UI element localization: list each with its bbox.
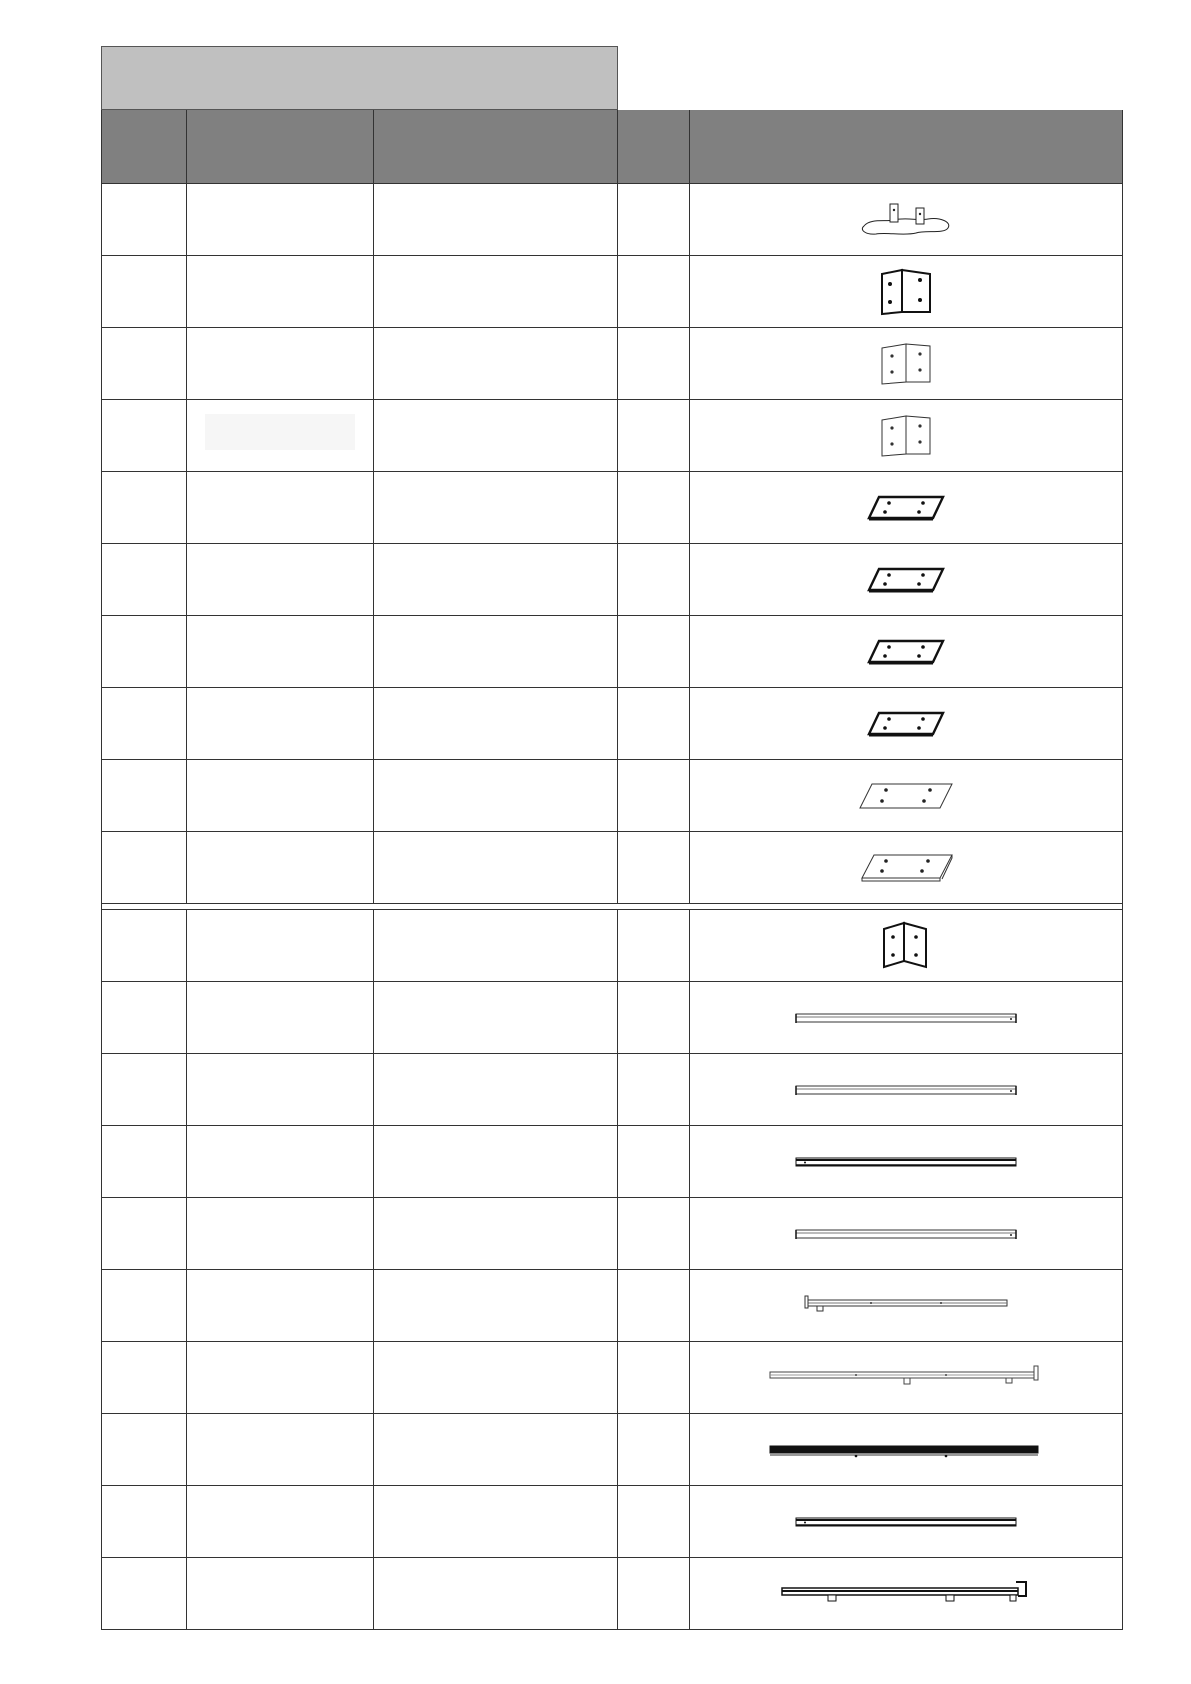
cell-picture — [690, 472, 1122, 543]
hinge-bracket-icon — [880, 921, 932, 971]
cell-qty — [618, 982, 690, 1053]
cell-code — [187, 688, 374, 759]
cell-code — [187, 544, 374, 615]
cell-no — [102, 688, 187, 759]
table-row — [102, 472, 1122, 544]
cell-picture — [690, 400, 1122, 471]
cell-code — [187, 1414, 374, 1485]
cell-no — [102, 1270, 187, 1341]
cell-code — [187, 1558, 374, 1629]
cell-code — [187, 400, 374, 471]
cell-description — [374, 1558, 618, 1629]
cell-description — [374, 832, 618, 903]
cell-description — [374, 256, 618, 327]
cell-description — [374, 688, 618, 759]
table-row — [102, 400, 1122, 472]
rail-dark-icon — [793, 1515, 1019, 1529]
cell-description — [374, 184, 618, 255]
table-row — [102, 910, 1122, 982]
table-row — [102, 544, 1122, 616]
flat-plate-icon — [865, 566, 947, 594]
cell-qty — [618, 1342, 690, 1413]
cell-qty — [618, 256, 690, 327]
cell-no — [102, 1558, 187, 1629]
rail-icon — [793, 1011, 1019, 1025]
rail-dark-icon — [793, 1155, 1019, 1169]
flat-plate-icon — [865, 710, 947, 738]
cell-picture — [690, 616, 1122, 687]
rail-with-tabs-icon — [801, 1294, 1011, 1318]
cell-description — [374, 1270, 618, 1341]
cell-picture — [690, 1270, 1122, 1341]
cell-description — [374, 1126, 618, 1197]
rail-icon — [793, 1227, 1019, 1241]
cell-picture — [690, 1486, 1122, 1557]
cell-picture — [690, 688, 1122, 759]
cell-picture — [690, 832, 1122, 903]
table-row — [102, 1342, 1122, 1414]
table-row — [102, 760, 1122, 832]
cell-code — [187, 832, 374, 903]
cell-description — [374, 1486, 618, 1557]
cell-code — [187, 1486, 374, 1557]
cell-picture — [690, 1414, 1122, 1485]
cell-no — [102, 184, 187, 255]
cell-no — [102, 832, 187, 903]
cell-qty — [618, 1414, 690, 1485]
table-row — [102, 616, 1122, 688]
cell-code — [187, 982, 374, 1053]
parts-table — [101, 110, 1123, 1630]
cell-description — [374, 472, 618, 543]
cell-no — [102, 1198, 187, 1269]
cell-no — [102, 328, 187, 399]
cell-no — [102, 1054, 187, 1125]
cell-no — [102, 616, 187, 687]
cell-code — [187, 1054, 374, 1125]
cell-qty — [618, 328, 690, 399]
cell-code — [187, 256, 374, 327]
long-rail-with-tabs-icon — [766, 1364, 1046, 1392]
table-row — [102, 688, 1122, 760]
cell-qty — [618, 400, 690, 471]
base-plate-bracket-icon — [856, 200, 956, 240]
cell-picture — [690, 1198, 1122, 1269]
cell-code — [187, 1270, 374, 1341]
table-row — [102, 982, 1122, 1054]
cell-no — [102, 256, 187, 327]
angle-bracket-icon — [878, 342, 934, 386]
cell-code — [187, 472, 374, 543]
table-row — [102, 184, 1122, 256]
cell-qty — [618, 832, 690, 903]
cell-description — [374, 544, 618, 615]
cell-qty — [618, 472, 690, 543]
cell-description — [374, 400, 618, 471]
cell-description — [374, 760, 618, 831]
cell-no — [102, 910, 187, 981]
cell-qty — [618, 688, 690, 759]
cell-picture — [690, 1342, 1122, 1413]
cell-qty — [618, 1270, 690, 1341]
header-picture — [690, 110, 1122, 183]
cell-code — [187, 184, 374, 255]
cell-picture — [690, 328, 1122, 399]
cell-qty — [618, 1126, 690, 1197]
rail-icon — [793, 1083, 1019, 1097]
cell-qty — [618, 184, 690, 255]
cell-description — [374, 1198, 618, 1269]
cell-code — [187, 910, 374, 981]
cell-picture — [690, 1558, 1122, 1629]
long-rail-dark-icon — [766, 1442, 1046, 1458]
table-row — [102, 1270, 1122, 1342]
table-row — [102, 1414, 1122, 1486]
flanged-plate-icon — [856, 852, 956, 884]
cell-picture — [690, 910, 1122, 981]
thin-plate-icon — [856, 781, 956, 811]
cell-picture — [690, 1054, 1122, 1125]
corner-bracket-icon — [876, 266, 936, 318]
cell-no — [102, 1414, 187, 1485]
angle-bracket-icon — [878, 414, 934, 458]
rail-with-clips-icon — [778, 1580, 1034, 1608]
table-row — [102, 1054, 1122, 1126]
cell-code — [187, 328, 374, 399]
table-row — [102, 1126, 1122, 1198]
flat-plate-icon — [865, 494, 947, 522]
cell-no — [102, 472, 187, 543]
header-description — [374, 110, 618, 183]
table-row — [102, 1198, 1122, 1270]
table-title — [101, 46, 618, 110]
table-row — [102, 1558, 1122, 1630]
cell-no — [102, 1486, 187, 1557]
flat-plate-icon — [865, 638, 947, 666]
cell-code — [187, 1198, 374, 1269]
cell-code — [187, 1126, 374, 1197]
cell-no — [102, 760, 187, 831]
cell-picture — [690, 544, 1122, 615]
table-header-row — [102, 110, 1122, 184]
table-row — [102, 328, 1122, 400]
cell-description — [374, 910, 618, 981]
cell-no — [102, 400, 187, 471]
cell-description — [374, 1054, 618, 1125]
header-qty — [618, 110, 690, 183]
cell-no — [102, 1342, 187, 1413]
cell-no — [102, 544, 187, 615]
cell-qty — [618, 760, 690, 831]
cell-qty — [618, 544, 690, 615]
cell-qty — [618, 1198, 690, 1269]
cell-no — [102, 982, 187, 1053]
cell-code — [187, 616, 374, 687]
table-row — [102, 832, 1122, 904]
cell-picture — [690, 256, 1122, 327]
cell-description — [374, 328, 618, 399]
redacted-box — [205, 414, 355, 450]
header-code — [187, 110, 374, 183]
table-row — [102, 256, 1122, 328]
cell-no — [102, 1126, 187, 1197]
cell-picture — [690, 184, 1122, 255]
table-row — [102, 1486, 1122, 1558]
cell-description — [374, 1342, 618, 1413]
cell-picture — [690, 1126, 1122, 1197]
cell-description — [374, 982, 618, 1053]
cell-picture — [690, 760, 1122, 831]
cell-description — [374, 616, 618, 687]
cell-qty — [618, 1558, 690, 1629]
cell-qty — [618, 616, 690, 687]
cell-qty — [618, 1486, 690, 1557]
cell-qty — [618, 910, 690, 981]
cell-description — [374, 1414, 618, 1485]
cell-code — [187, 760, 374, 831]
header-no — [102, 110, 187, 183]
cell-qty — [618, 1054, 690, 1125]
cell-code — [187, 1342, 374, 1413]
cell-picture — [690, 982, 1122, 1053]
